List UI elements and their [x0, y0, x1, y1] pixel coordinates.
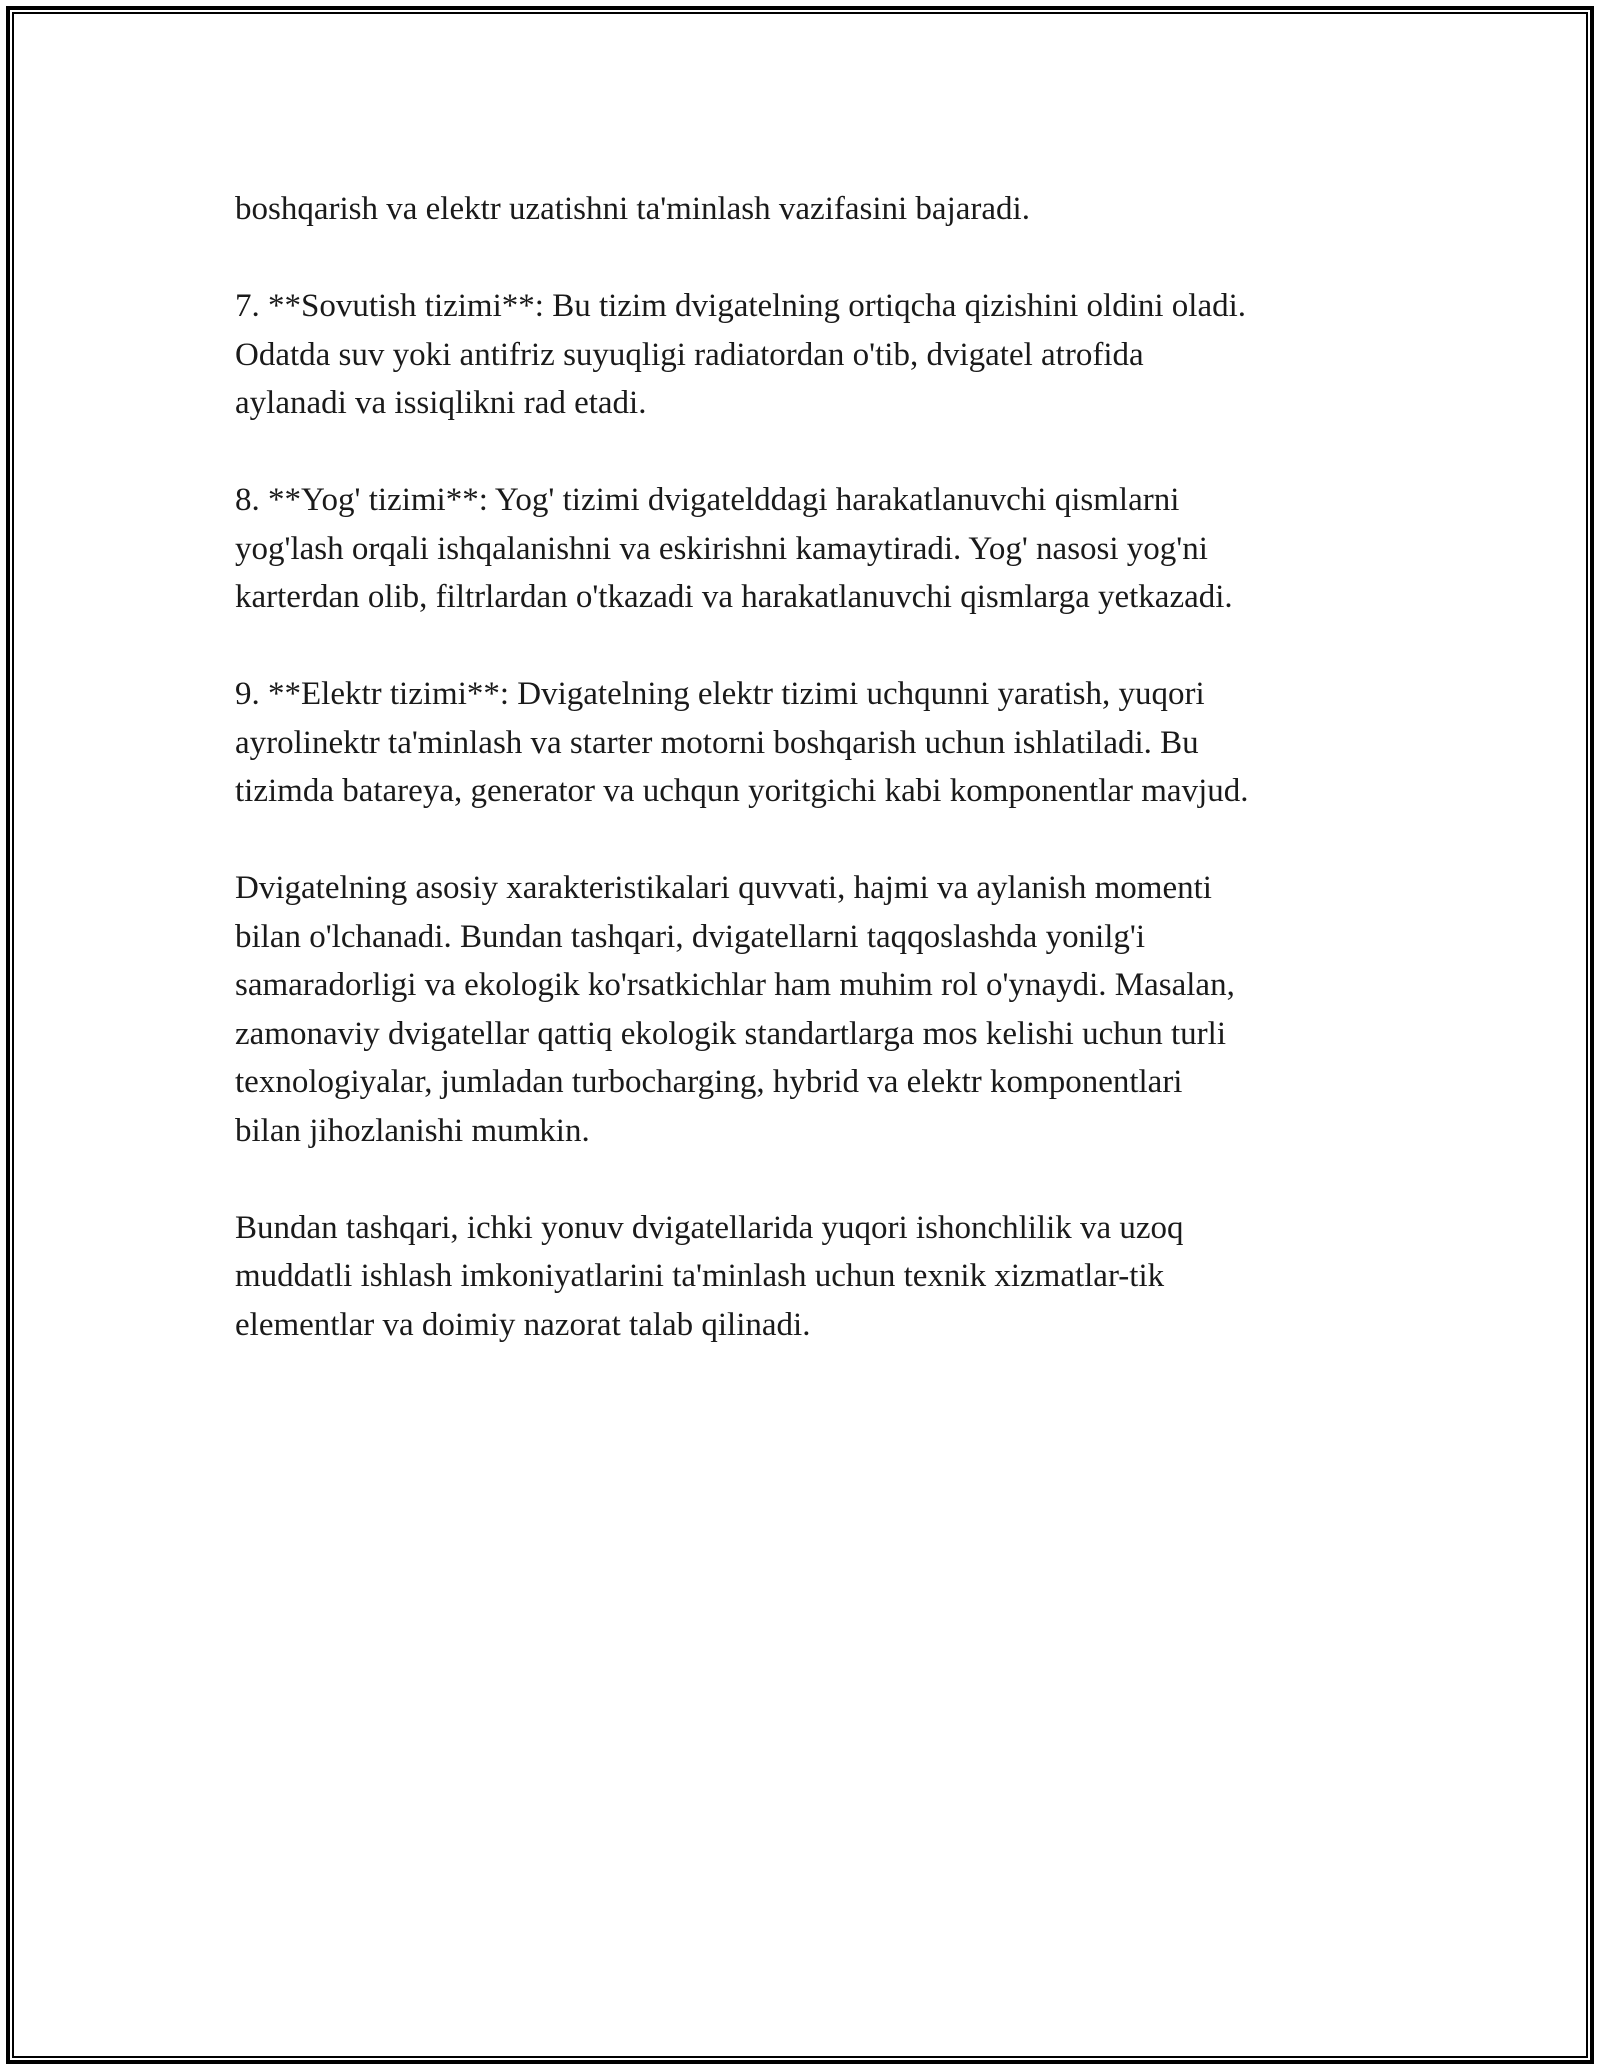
text-line: karterdan olib, filtrlardan o'tkazadi va harakatlanuvchi qismlarga yetkazadi. [235, 579, 1233, 615]
text-line: ayrolinektr ta'minlash va starter motorni boshqarish uchun ishlatiladi. Bu [235, 724, 1199, 761]
paragraph-maintenance [235, 1204, 1395, 1350]
text-line: 9. **Elektr tizimi**: Dvigatelning elektr tizimi uchqunni yaratish, yuqori [235, 676, 1205, 712]
text-line: yog'lash orqali ishqalanishni va eskirishni kamaytiradi. Yog' nasosi yog'ni [235, 530, 1208, 567]
paragraph-continuation [235, 185, 1395, 234]
text-line: Odatda suv yoki antifriz suyuqligi radiatordan o'tib, dvigatel atrofida [235, 336, 1144, 373]
paragraph-oil-system [235, 476, 1395, 622]
text-line: Bundan tashqari, ichki yonuv dvigatellarida yuqori ishonchlilik va uzoq [235, 1209, 1184, 1246]
text-line: aylanadi va issiqlikni rad etadi. [235, 385, 647, 421]
paragraph-engine-characteristics [235, 864, 1395, 1155]
paragraph-electrical-system [235, 670, 1395, 816]
text-line: samaradorligi va ekologik ko'rsatkichlar ham muhim rol o'ynaydi. Masalan, [235, 967, 1235, 1003]
text-line: 8. **Yog' tizimi**: Yog' tizimi dvigatelddagi harakatlanuvchi qismlarni [235, 482, 1180, 518]
text-line: bilan jihozlanishi mumkin. [235, 1112, 590, 1149]
document-body [235, 185, 1395, 1398]
text-line: zamonaviy dvigatellar qattiq ekologik standartlarga mos kelishi uchun turli [235, 1015, 1226, 1052]
text-line: 7. **Sovutish tizimi**: Bu tizim dvigatelning ortiqcha qizishini oldini oladi. [235, 288, 1247, 324]
paragraph-cooling-system [235, 282, 1395, 428]
text-line: boshqarish va elektr uzatishni ta'minlash vazifasini bajaradi. [235, 191, 1030, 227]
text-line: texnologiyalar, jumladan turbocharging, hybrid va elektr komponentlari [235, 1064, 1183, 1100]
text-line: tizimda batareya, generator va uchqun yoritgichi kabi komponentlar mavjud. [235, 773, 1249, 809]
text-line: muddatli ishlash imkoniyatlarini ta'minlash uchun texnik xizmatlar-tik [235, 1258, 1165, 1294]
text-line: bilan o'lchanadi. Bundan tashqari, dvigatellarni taqqoslashda yonilg'i [235, 918, 1146, 955]
text-line: Dvigatelning asosiy xarakteristikalari quvvati, hajmi va aylanish momenti [235, 870, 1212, 906]
text-line: elementlar va doimiy nazorat talab qilinadi. [235, 1306, 811, 1343]
